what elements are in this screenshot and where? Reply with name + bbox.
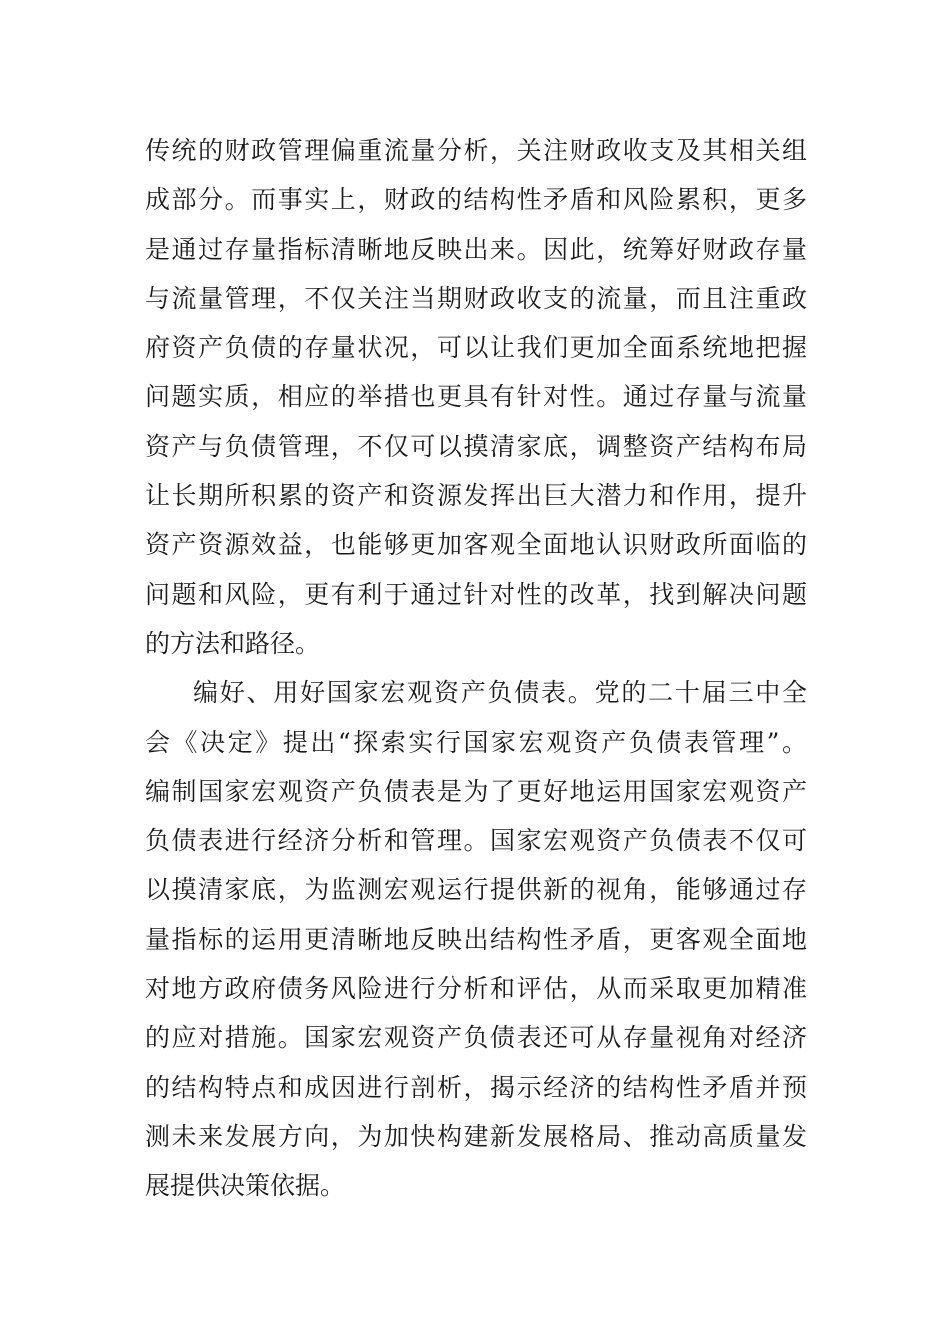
text-line: 问题实质，相应的举措也更具有针对性。通过存量与流量: [145, 382, 807, 412]
text-line: 是通过存量指标清晰地反映出来。因此，统筹好财政存量: [145, 234, 807, 264]
text-line: 传统的财政管理偏重流量分析，关注财政收支及其相关组: [145, 136, 807, 165]
text-line: 的方法和路径。: [145, 628, 321, 658]
body-text: [145, 126, 807, 1211]
text-line: 测未来发展方向，为加快构建新发展格局、推动高质量发: [145, 1121, 807, 1151]
text-line: 会《决定》提出“探索实行国家宏观资产负债表管理”。: [145, 727, 807, 757]
text-line: 负债表进行经济分析和管理。国家宏观资产负债表不仅可: [145, 826, 807, 856]
text-line: 对地方政府债务风险进行分析和评估，从而采取更加精准: [145, 974, 807, 1004]
paragraph-2: [145, 668, 807, 1210]
text-line: 编制国家宏观资产负债表是为了更好地运用国家宏观资产: [145, 776, 807, 806]
text-line: 的结构特点和成因进行剖析，揭示经济的结构性矛盾并预: [145, 1072, 807, 1102]
text-line: 与流量管理，不仅关注当期财政收支的流量，而且注重政: [145, 283, 807, 313]
text-line: 成部分。而事实上，财政的结构性矛盾和风险累积，更多: [145, 185, 807, 215]
text-line: 的应对措施。国家宏观资产负债表还可从存量视角对经济: [145, 1023, 807, 1053]
paragraph-1: [145, 126, 807, 668]
text-line: 资产与负债管理，不仅可以摸清家底，调整资产结构布局: [145, 431, 807, 461]
text-line: 展提供决策依据。: [145, 1171, 346, 1201]
text-line: 以摸清家底，为监测宏观运行提供新的视角，能够通过存: [145, 875, 807, 905]
text-line: 编好、用好国家宏观资产负债表。党的二十届三中全: [193, 678, 807, 708]
text-line: 资产资源效益，也能够更加客观全面地认识财政所面临的: [145, 530, 807, 560]
text-line: 量指标的运用更清晰地反映出结构性矛盾，更客观全面地: [145, 924, 807, 954]
text-line: 府资产负债的存量状况，可以让我们更加全面系统地把握: [145, 333, 807, 363]
text-line: 问题和风险，更有利于通过针对性的改革，找到解决问题: [145, 579, 807, 609]
text-line: 让长期所积累的资产和资源发挥出巨大潜力和作用，提升: [145, 481, 807, 511]
